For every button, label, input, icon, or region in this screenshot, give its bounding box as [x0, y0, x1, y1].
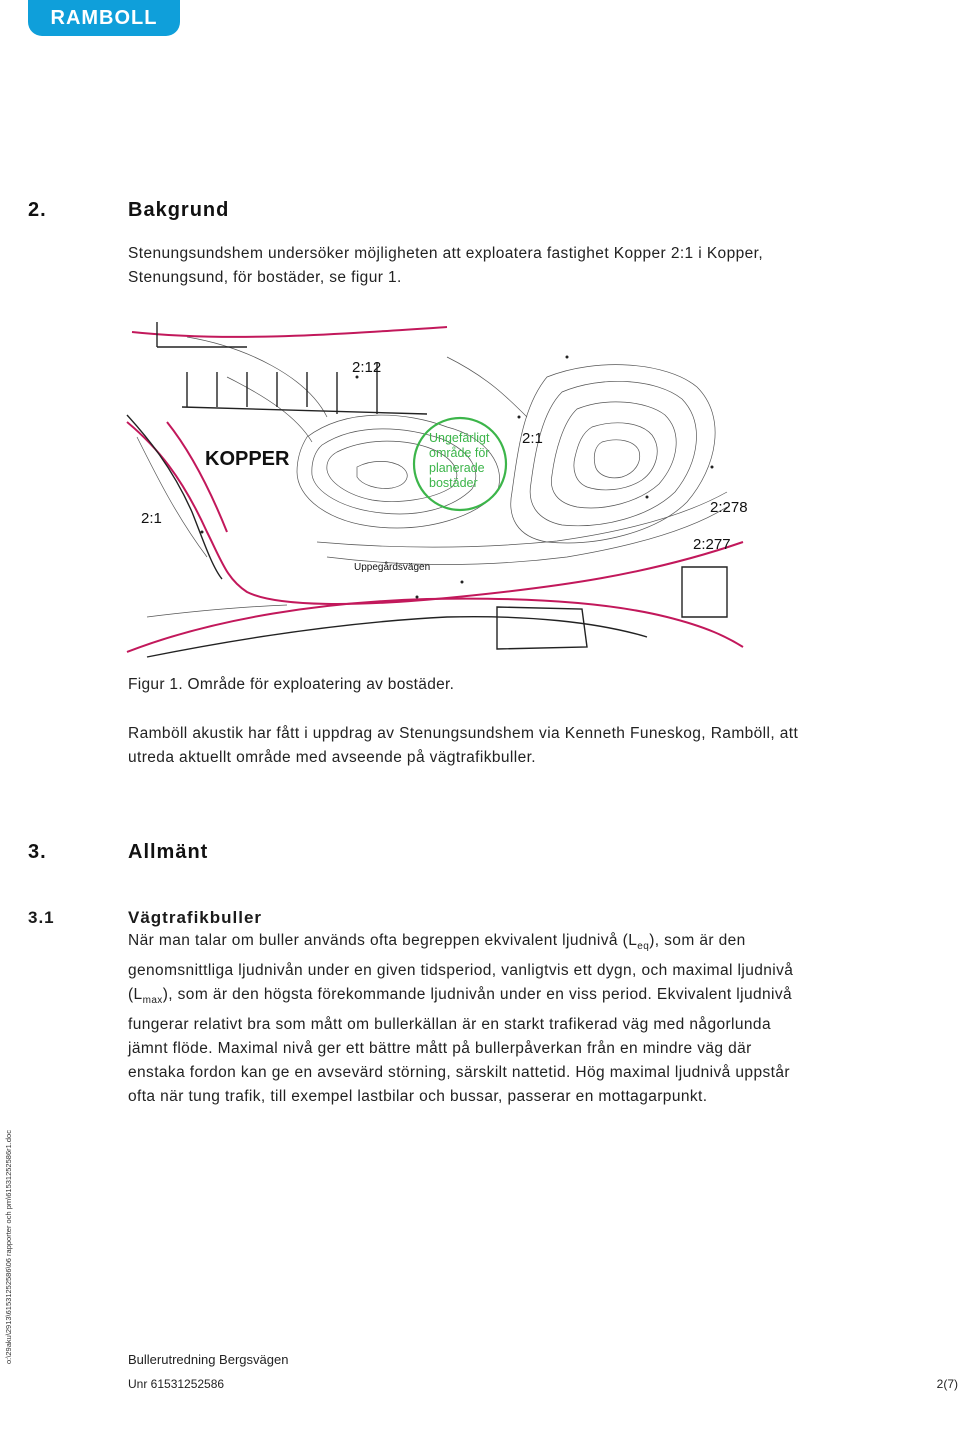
- zone-label: [429, 431, 489, 491]
- noise-text-part1: När man talar om buller används ofta begreppen ekvivalent ljudnivå (L: [128, 932, 638, 949]
- noise-paragraph: [128, 929, 808, 1109]
- footer-unr: Unr 61531252586: [128, 1377, 225, 1391]
- label-lot-21-left: 2:1: [141, 510, 162, 527]
- label-lot-21-right: 2:1: [522, 430, 543, 447]
- site-map-figure: [127, 317, 748, 669]
- assignment-text: Ramböll akustik har fått i uppdrag av Stenungsundshem via Kenneth Funeskog, Ramböll, att utreda aktuellt område med avseende på vägtrafikbuller.: [128, 725, 799, 766]
- document-path: o:\29aku\2913\61531252586\06 rapporter och pm\61531252586r1.doc: [4, 1130, 13, 1364]
- section-title: Allmänt: [128, 841, 209, 863]
- zone-label-line4: bostäder: [429, 476, 478, 490]
- subsection-title: Vägtrafikbuller: [128, 908, 263, 927]
- noise-text: [128, 929, 808, 1109]
- zone-label-line1: Ungefärligt: [429, 431, 490, 445]
- subsection-number: 3.1: [28, 908, 55, 927]
- site-map-svg: [127, 317, 743, 669]
- sub-max: max: [142, 995, 163, 1007]
- figure-caption: Figur 1. Område för exploatering av bostäder.: [128, 676, 455, 693]
- footer-title: Bullerutredning Bergsvägen: [128, 1352, 289, 1367]
- label-lot-277: 2:277: [693, 536, 731, 553]
- noise-text-part2: ), som är den genomsnittliga ljudnivån under en given tidsperiod, vanligtvis ett dygn, och maximal ljudnivå (L: [128, 932, 794, 1004]
- label-lot-278: 2:278: [710, 499, 748, 516]
- section-number: 2.: [28, 199, 47, 221]
- intro-paragraph: [128, 242, 808, 290]
- page-number: 2(7): [936, 1377, 958, 1391]
- section-title: Bakgrund: [128, 199, 230, 221]
- assignment-paragraph: [128, 722, 808, 770]
- sub-eq: eq: [637, 941, 650, 953]
- logo-text: RAMBOLL: [50, 7, 158, 29]
- zone-label-line2: område för: [429, 446, 490, 460]
- ramboll-logo: [28, 0, 180, 36]
- label-lot-212: 2:12: [352, 359, 382, 376]
- section-number: 3.: [28, 841, 47, 863]
- zone-label-line3: planerade: [429, 461, 485, 475]
- label-road: Uppegårdsvägen: [354, 562, 431, 573]
- noise-text-part3: ), som är den högsta förekommande ljudnivån under en viss period. Ekvivalent ljudnivå fungerar relativt bra som mått om bullerkällan är en starkt trafikerad väg med någorlunda jämnt flöde. Maximal nivå ger ett bättre mått på bullerpåverkan från en mindre väg där enstaka fordon kan ge en avsevärd störning, särskilt nattetid. Hög maximal ljudnivå uppstår ofta när tung trafik, till exempel lastbilar och bussar, passerar en mottagarpunkt.: [128, 986, 793, 1106]
- intro-text: Stenungsundshem undersöker möjligheten att exploatera fastighet Kopper 2:1 i Kopper, Stenungsund, för bostäder, se figur 1.: [128, 245, 764, 286]
- label-kopper: KOPPER: [205, 448, 290, 470]
